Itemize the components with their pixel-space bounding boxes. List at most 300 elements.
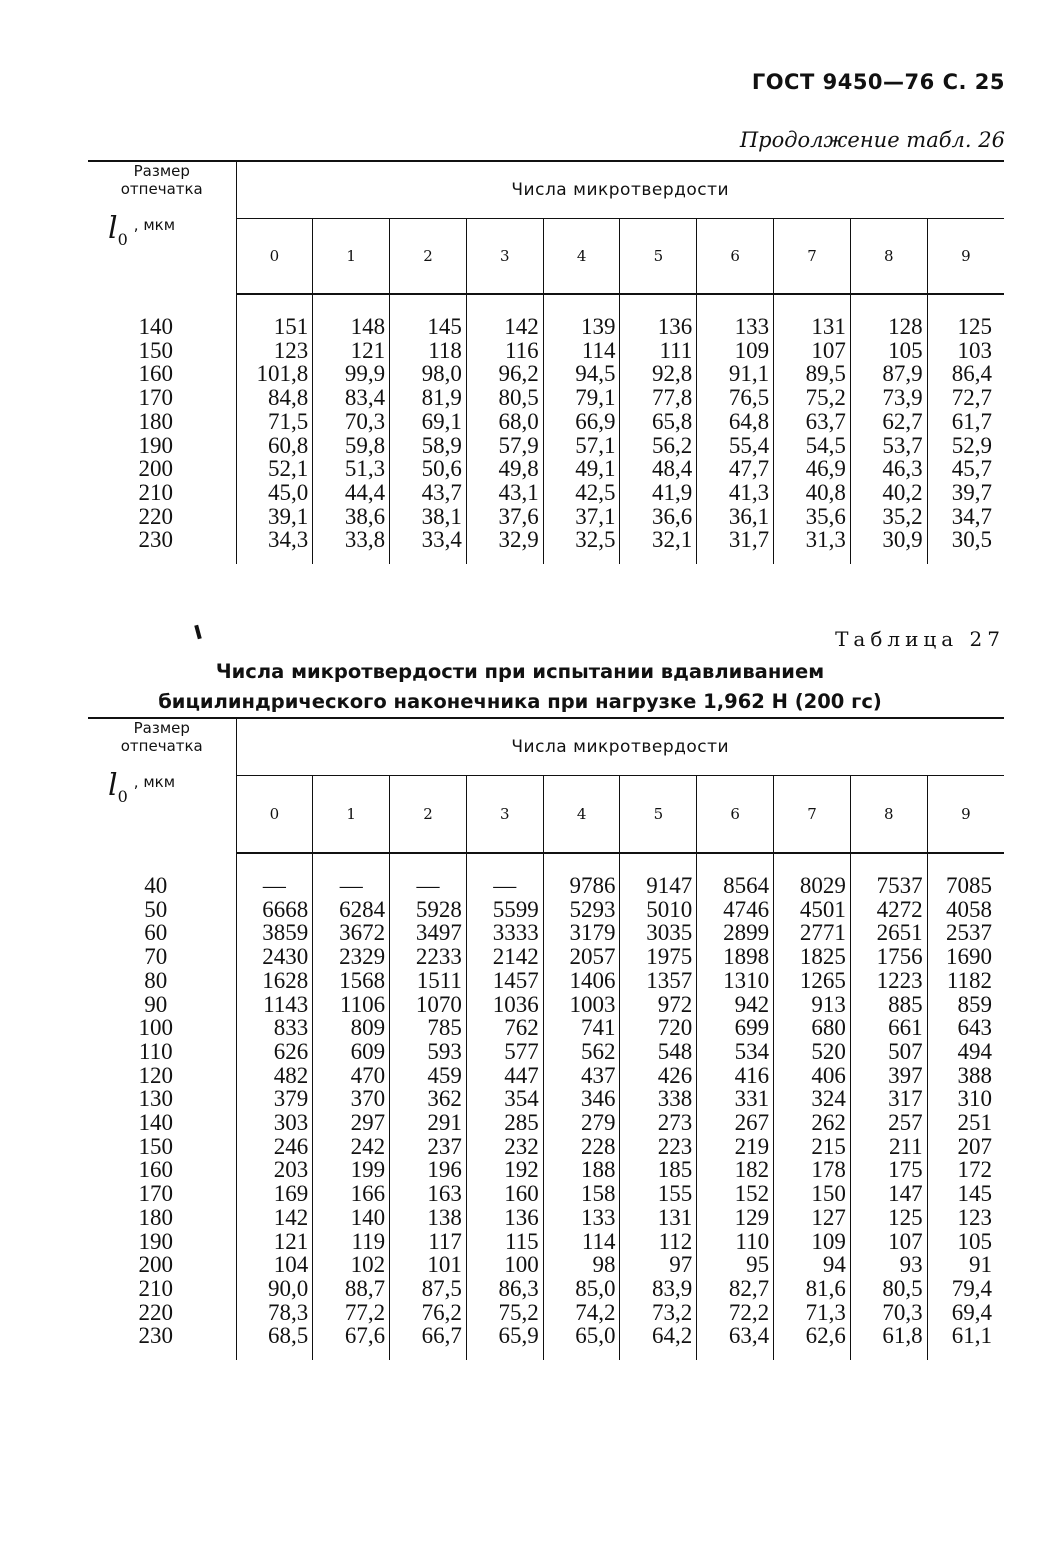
value-cell: 1511 (390, 969, 467, 993)
value-cell: 324 (774, 1087, 851, 1111)
value-cell: 129 (697, 1206, 774, 1230)
value-cell: 104 (236, 1253, 313, 1277)
size-symbol: $l_0$ (108, 768, 128, 806)
value-cell: 103 (957, 337, 992, 363)
table-row (88, 1158, 1004, 1182)
table-27-title-line1: Числа микротвердости при испытании вдавливанием (215, 660, 825, 683)
value-cell: 9147 (620, 874, 697, 898)
value-cell: 833 (236, 1016, 313, 1040)
value-cell: 163 (390, 1182, 467, 1206)
value-cell: 32,1 (620, 528, 697, 552)
table-row (88, 945, 1004, 969)
value-cell: 406 (774, 1064, 851, 1088)
value-cell: 71,5 (236, 410, 313, 434)
value-cell: 520 (774, 1040, 851, 1064)
value-cell: 43,1 (466, 481, 543, 505)
table-row (88, 362, 1004, 386)
table-row (88, 386, 1004, 410)
value-cell: 273 (620, 1111, 697, 1135)
value-cell: 310 (957, 1086, 992, 1112)
value-cell: 70,3 (850, 1301, 927, 1325)
value-cell: 150 (774, 1182, 851, 1206)
digit-header-6: 6 (697, 218, 774, 294)
value-cell: 2142 (466, 945, 543, 969)
value-cell: 84,8 (236, 386, 313, 410)
value-cell: 338 (620, 1087, 697, 1111)
value-cell: 54,5 (774, 434, 851, 458)
value-cell: 34,7 (951, 503, 992, 529)
value-cell: 61,7 (951, 408, 992, 434)
value-cell: 86,3 (466, 1277, 543, 1301)
value-cell: 78,3 (236, 1301, 313, 1325)
value-cell: 482 (236, 1064, 313, 1088)
value-cell: 741 (543, 1016, 620, 1040)
value-cell: 809 (313, 1016, 390, 1040)
value-cell: 94,5 (543, 362, 620, 386)
value-cell: 109 (774, 1230, 851, 1254)
value-cell: 66,9 (543, 410, 620, 434)
value-cell: 123 (236, 339, 313, 363)
group-header: Числа микротвердости (236, 719, 1004, 775)
value-cell: 65,0 (543, 1324, 620, 1348)
digit-header-5: 5 (620, 775, 697, 853)
value-cell: 447 (466, 1064, 543, 1088)
value-cell: 8029 (774, 874, 851, 898)
value-cell: 388 (957, 1062, 992, 1088)
value-cell: 82,7 (697, 1277, 774, 1301)
value-cell: 42,5 (543, 481, 620, 505)
value-cell: 160 (466, 1182, 543, 1206)
value-cell: 40,8 (774, 481, 851, 505)
value-cell: 1036 (466, 993, 543, 1017)
row-size: 210 (88, 481, 236, 505)
value-cell: 46,9 (774, 457, 851, 481)
row-size: 120 (88, 1064, 236, 1088)
value-cell: 145 (390, 315, 467, 339)
value-cell: 152 (697, 1182, 774, 1206)
value-cell: 37,6 (466, 505, 543, 529)
value-cell: 303 (236, 1111, 313, 1135)
value-cell: 211 (850, 1135, 927, 1159)
digit-header-9: 9 (927, 218, 1004, 294)
table-row (88, 1040, 1004, 1064)
value-cell: 47,7 (697, 457, 774, 481)
value-cell: 178 (774, 1158, 851, 1182)
value-cell: 1143 (236, 993, 313, 1017)
value-cell: 74,2 (543, 1301, 620, 1325)
value-cell: 138 (390, 1206, 467, 1230)
value-cell: 169 (236, 1182, 313, 1206)
value-cell: 71,3 (774, 1301, 851, 1325)
value-cell: 46,3 (850, 457, 927, 481)
row-size: 160 (88, 362, 236, 386)
value-cell: 32,9 (466, 528, 543, 552)
table-row (88, 874, 1004, 898)
value-cell: 1182 (946, 967, 992, 993)
value-cell: 101,8 (236, 362, 313, 386)
row-size: 110 (88, 1040, 236, 1064)
value-cell: 507 (850, 1040, 927, 1064)
value-cell: 3179 (543, 921, 620, 945)
value-cell: 67,6 (313, 1324, 390, 1348)
value-cell: 1070 (390, 993, 467, 1017)
value-cell: 1756 (850, 945, 927, 969)
value-cell: 100 (466, 1253, 543, 1277)
value-cell: 55,4 (697, 434, 774, 458)
size-label-line1: Размер (133, 162, 190, 180)
value-cell: 39,7 (951, 479, 992, 505)
value-cell: 39,1 (236, 505, 313, 529)
table-row (88, 1111, 1004, 1135)
value-cell: 5293 (543, 898, 620, 922)
value-cell: 52,9 (951, 432, 992, 458)
value-cell: 86,4 (951, 361, 992, 387)
value-cell: 119 (313, 1230, 390, 1254)
digit-header-2: 2 (390, 775, 467, 853)
value-cell: 548 (620, 1040, 697, 1064)
value-cell: 63,4 (697, 1324, 774, 1348)
value-cell: 1106 (313, 993, 390, 1017)
value-cell: 1357 (620, 969, 697, 993)
value-cell: 142 (466, 315, 543, 339)
value-cell: 60,8 (236, 434, 313, 458)
value-cell: 1223 (850, 969, 927, 993)
value-cell: 534 (697, 1040, 774, 1064)
size-unit-line (88, 211, 236, 249)
value-cell: 69,4 (951, 1299, 992, 1325)
row-size: 210 (88, 1277, 236, 1301)
value-cell: 142 (236, 1206, 313, 1230)
value-cell: 53,7 (850, 434, 927, 458)
value-cell: 107 (850, 1230, 927, 1254)
table-row (88, 1064, 1004, 1088)
value-cell: 131 (774, 315, 851, 339)
value-cell: 68,5 (236, 1324, 313, 1348)
value-cell: 125 (957, 314, 992, 339)
row-size: 50 (88, 898, 236, 922)
value-cell: 2057 (543, 945, 620, 969)
value-cell: 2329 (313, 945, 390, 969)
value-cell: 643 (957, 1015, 992, 1041)
value-cell: 147 (850, 1182, 927, 1206)
table-26 (88, 160, 1004, 564)
digit-header-3: 3 (466, 218, 543, 294)
value-cell: 1898 (697, 945, 774, 969)
value-cell: 45,0 (236, 481, 313, 505)
value-cell: 562 (543, 1040, 620, 1064)
value-cell: 158 (543, 1182, 620, 1206)
value-cell: 379 (236, 1087, 313, 1111)
value-cell: 913 (774, 993, 851, 1017)
value-cell: 117 (390, 1230, 467, 1254)
table-27-title-line2: бицилиндрического наконечника при нагрузке 1,962 Н (200 гс) (158, 690, 882, 713)
value-cell: 64,2 (620, 1324, 697, 1348)
value-cell: 59,8 (313, 434, 390, 458)
value-cell: 172 (957, 1157, 992, 1183)
value-cell: 41,3 (697, 481, 774, 505)
value-cell: 79,1 (543, 386, 620, 410)
digit-header-4: 4 (543, 218, 620, 294)
row-size: 230 (88, 528, 236, 552)
value-cell: 83,9 (620, 1277, 697, 1301)
value-cell: 33,8 (313, 528, 390, 552)
value-cell: 72,7 (951, 385, 992, 411)
value-cell: 5010 (620, 898, 697, 922)
table-row (88, 1230, 1004, 1254)
value-cell: 35,2 (850, 505, 927, 529)
value-cell: 207 (957, 1133, 992, 1159)
table-row (88, 457, 1004, 481)
value-cell: 115 (466, 1230, 543, 1254)
table-27-label: Таблица 27 (835, 627, 1005, 651)
value-cell: 33,4 (390, 528, 467, 552)
digit-header-5: 5 (620, 218, 697, 294)
value-cell: 38,6 (313, 505, 390, 529)
row-size: 140 (88, 1111, 236, 1135)
value-cell: 246 (236, 1135, 313, 1159)
value-cell: 87,9 (850, 362, 927, 386)
value-cell: 70,3 (313, 410, 390, 434)
value-cell: 182 (697, 1158, 774, 1182)
value-cell: 1003 (543, 993, 620, 1017)
value-cell: 102 (313, 1253, 390, 1277)
value-cell: 317 (850, 1087, 927, 1111)
value-cell: 397 (850, 1064, 927, 1088)
value-cell: 7085 (946, 873, 992, 898)
value-cell: 72,2 (697, 1301, 774, 1325)
value-cell: 97 (620, 1253, 697, 1277)
value-cell: 69,1 (390, 410, 467, 434)
row-size: 230 (88, 1324, 236, 1348)
size-label-line2: отпечатка (120, 737, 203, 755)
table-row (88, 528, 1004, 552)
value-cell: 40,2 (850, 481, 927, 505)
digit-header-4: 4 (543, 775, 620, 853)
value-cell: 81,9 (390, 386, 467, 410)
value-cell: 237 (390, 1135, 467, 1159)
value-cell: 5599 (466, 898, 543, 922)
table-row (88, 1182, 1004, 1206)
value-cell: 99,9 (313, 362, 390, 386)
value-cell: 661 (850, 1016, 927, 1040)
value-cell: 942 (697, 993, 774, 1017)
value-cell: 90,0 (236, 1277, 313, 1301)
value-cell: 291 (390, 1111, 467, 1135)
digit-header-7: 7 (774, 775, 851, 853)
value-cell: 416 (697, 1064, 774, 1088)
value-cell: 96,2 (466, 362, 543, 386)
value-cell: 112 (620, 1230, 697, 1254)
row-size: 60 (88, 921, 236, 945)
value-cell: 257 (850, 1111, 927, 1135)
digit-header-1: 1 (313, 775, 390, 853)
page-header: ГОСТ 9450—76 С. 25 (751, 70, 1005, 94)
value-cell: 133 (543, 1206, 620, 1230)
value-cell: 885 (850, 993, 927, 1017)
value-cell: 285 (466, 1111, 543, 1135)
value-cell: 111 (620, 339, 697, 363)
value-cell: 98,0 (390, 362, 467, 386)
value-cell: 279 (543, 1111, 620, 1135)
value-cell: 81,6 (774, 1277, 851, 1301)
value-cell: 151 (236, 315, 313, 339)
value-cell: 35,6 (774, 505, 851, 529)
table-row (88, 1324, 1004, 1348)
size-label-line2: отпечатка (120, 180, 203, 198)
digit-header-6: 6 (697, 775, 774, 853)
value-cell: 354 (466, 1087, 543, 1111)
value-cell: 127 (774, 1206, 851, 1230)
value-cell: 121 (313, 339, 390, 363)
value-cell: 89,5 (774, 362, 851, 386)
value-cell: 105 (850, 339, 927, 363)
value-cell: 85,0 (543, 1277, 620, 1301)
value-cell: 972 (620, 993, 697, 1017)
row-size: 190 (88, 434, 236, 458)
table-row (88, 1206, 1004, 1230)
value-cell: 494 (957, 1038, 992, 1064)
value-cell: 77,2 (313, 1301, 390, 1325)
value-cell: 30,9 (850, 528, 927, 552)
value-cell: 6284 (313, 898, 390, 922)
value-cell: 36,1 (697, 505, 774, 529)
row-size: 100 (88, 1016, 236, 1040)
value-cell: 4746 (697, 898, 774, 922)
value-cell: 192 (466, 1158, 543, 1182)
value-cell: 3672 (313, 921, 390, 945)
value-cell: 3035 (620, 921, 697, 945)
value-cell: 44,4 (313, 481, 390, 505)
size-unit: , мкм (133, 216, 176, 234)
value-cell: 64,8 (697, 410, 774, 434)
value-cell: 4058 (946, 896, 992, 922)
value-cell: 720 (620, 1016, 697, 1040)
value-cell: 32,5 (543, 528, 620, 552)
row-size: 180 (88, 1206, 236, 1230)
value-cell: 73,9 (850, 386, 927, 410)
value-cell: 80,5 (850, 1277, 927, 1301)
row-size: 180 (88, 410, 236, 434)
value-cell: 262 (774, 1111, 851, 1135)
table-row (88, 505, 1004, 529)
value-cell: 155 (620, 1182, 697, 1206)
value-cell: 43,7 (390, 481, 467, 505)
value-cell: 593 (390, 1040, 467, 1064)
value-cell: 88,7 (313, 1277, 390, 1301)
value-cell: 83,4 (313, 386, 390, 410)
value-cell: 437 (543, 1064, 620, 1088)
table-row (88, 898, 1004, 922)
value-cell: 48,4 (620, 457, 697, 481)
value-cell: 107 (774, 339, 851, 363)
table-row (88, 1277, 1004, 1301)
value-cell: 38,1 (390, 505, 467, 529)
value-cell: 62,7 (850, 410, 927, 434)
row-size: 200 (88, 457, 236, 481)
value-cell: 8564 (697, 874, 774, 898)
table-row (88, 969, 1004, 993)
value-cell: 136 (466, 1206, 543, 1230)
table-row (88, 1135, 1004, 1159)
value-cell: 57,9 (466, 434, 543, 458)
row-size: 130 (88, 1087, 236, 1111)
value-cell: 859 (957, 991, 992, 1017)
value-cell: 470 (313, 1064, 390, 1088)
value-cell: 242 (313, 1135, 390, 1159)
table-row (88, 410, 1004, 434)
value-cell: 95 (697, 1253, 774, 1277)
row-size: 90 (88, 993, 236, 1017)
value-cell: 73,2 (620, 1301, 697, 1325)
value-cell: 63,7 (774, 410, 851, 434)
value-cell: 105 (957, 1228, 992, 1254)
value-cell: 1265 (774, 969, 851, 993)
value-cell: 331 (697, 1087, 774, 1111)
value-cell: 93 (850, 1253, 927, 1277)
value-cell: 51,3 (313, 457, 390, 481)
row-size: 220 (88, 505, 236, 529)
row-size: 40 (88, 874, 236, 898)
value-cell: 58,9 (390, 434, 467, 458)
stray-mark (194, 625, 201, 640)
size-column-header (88, 162, 236, 294)
value-cell: 196 (390, 1158, 467, 1182)
digit-header-3: 3 (466, 775, 543, 853)
value-cell: 1568 (313, 969, 390, 993)
value-cell: 2430 (236, 945, 313, 969)
value-cell: 2771 (774, 921, 851, 945)
value-cell: 57,1 (543, 434, 620, 458)
digit-header-0: 0 (236, 218, 313, 294)
value-cell: 2537 (946, 920, 992, 946)
value-cell: 31,3 (774, 528, 851, 552)
value-cell: 123 (957, 1204, 992, 1230)
value-cell: 680 (774, 1016, 851, 1040)
value-cell: 148 (313, 315, 390, 339)
digit-header-2: 2 (390, 218, 467, 294)
value-cell: 609 (313, 1040, 390, 1064)
value-cell: 131 (620, 1206, 697, 1230)
value-cell: — (390, 874, 467, 898)
value-cell: 91,1 (697, 362, 774, 386)
row-size: 140 (88, 315, 236, 339)
value-cell: 76,2 (390, 1301, 467, 1325)
value-cell: 30,5 (951, 527, 992, 553)
value-cell: 2651 (850, 921, 927, 945)
value-cell: 49,8 (466, 457, 543, 481)
value-cell: 76,5 (697, 386, 774, 410)
size-label-line1: Размер (133, 719, 190, 737)
value-cell: 121 (236, 1230, 313, 1254)
value-cell: 426 (620, 1064, 697, 1088)
value-cell: 3859 (236, 921, 313, 945)
value-cell: 1406 (543, 969, 620, 993)
value-cell: 199 (313, 1158, 390, 1182)
value-cell: 65,9 (466, 1324, 543, 1348)
table-row (88, 921, 1004, 945)
value-cell: 109 (697, 339, 774, 363)
group-header: Числа микротвердости (236, 162, 1004, 218)
value-cell: 125 (850, 1206, 927, 1230)
value-cell: 762 (466, 1016, 543, 1040)
digit-header-7: 7 (774, 218, 851, 294)
value-cell: — (236, 874, 313, 898)
value-cell: 101 (390, 1253, 467, 1277)
table-row (88, 1301, 1004, 1325)
size-unit: , мкм (133, 773, 176, 791)
table-row (88, 339, 1004, 363)
value-cell: 2899 (697, 921, 774, 945)
